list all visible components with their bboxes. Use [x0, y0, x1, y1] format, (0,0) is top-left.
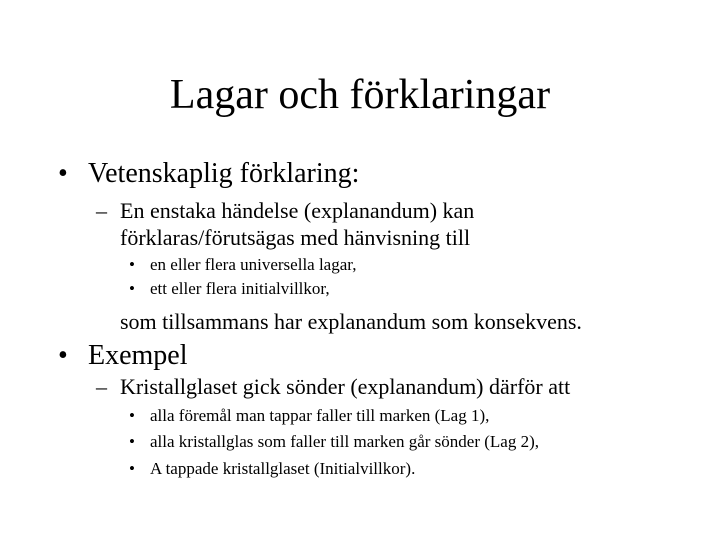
list-item: A tappade kristallglaset (Initialvillkor).	[150, 459, 416, 478]
bullet-marker: •	[129, 255, 135, 274]
list-item: en eller flera universella lagar,	[150, 255, 357, 274]
conclusion-text: som tillsammans har explanandum som konsekvens.	[120, 309, 582, 334]
bullet-marker: •	[129, 406, 135, 425]
list-item: ett eller flera initialvillkor,	[150, 279, 330, 298]
dash-marker: –	[96, 374, 107, 399]
bullet-marker: •	[58, 158, 68, 189]
dash-marker: –	[96, 198, 107, 223]
list-item: alla kristallglas som faller till marken går sönder (Lag 2),	[150, 432, 539, 451]
section-heading-exempel: Exempel	[88, 340, 188, 371]
bullet-marker: •	[129, 279, 135, 298]
list-item: alla föremål man tappar faller till marken (Lag 1),	[150, 406, 490, 425]
sub-point-line: förklaras/förutsägas med hänvisning till	[120, 225, 471, 250]
section-heading-vetenskaplig: Vetenskaplig förklaring:	[88, 158, 360, 189]
bullet-marker: •	[129, 459, 135, 478]
bullet-marker: •	[129, 432, 135, 451]
sub-point-line: Kristallglaset gick sönder (explanandum) därför att	[120, 374, 571, 399]
bullet-marker: •	[58, 340, 68, 371]
slide-title: Lagar och förklaringar	[169, 72, 551, 118]
sub-point-line: En enstaka händelse (explanandum) kan	[120, 198, 475, 223]
